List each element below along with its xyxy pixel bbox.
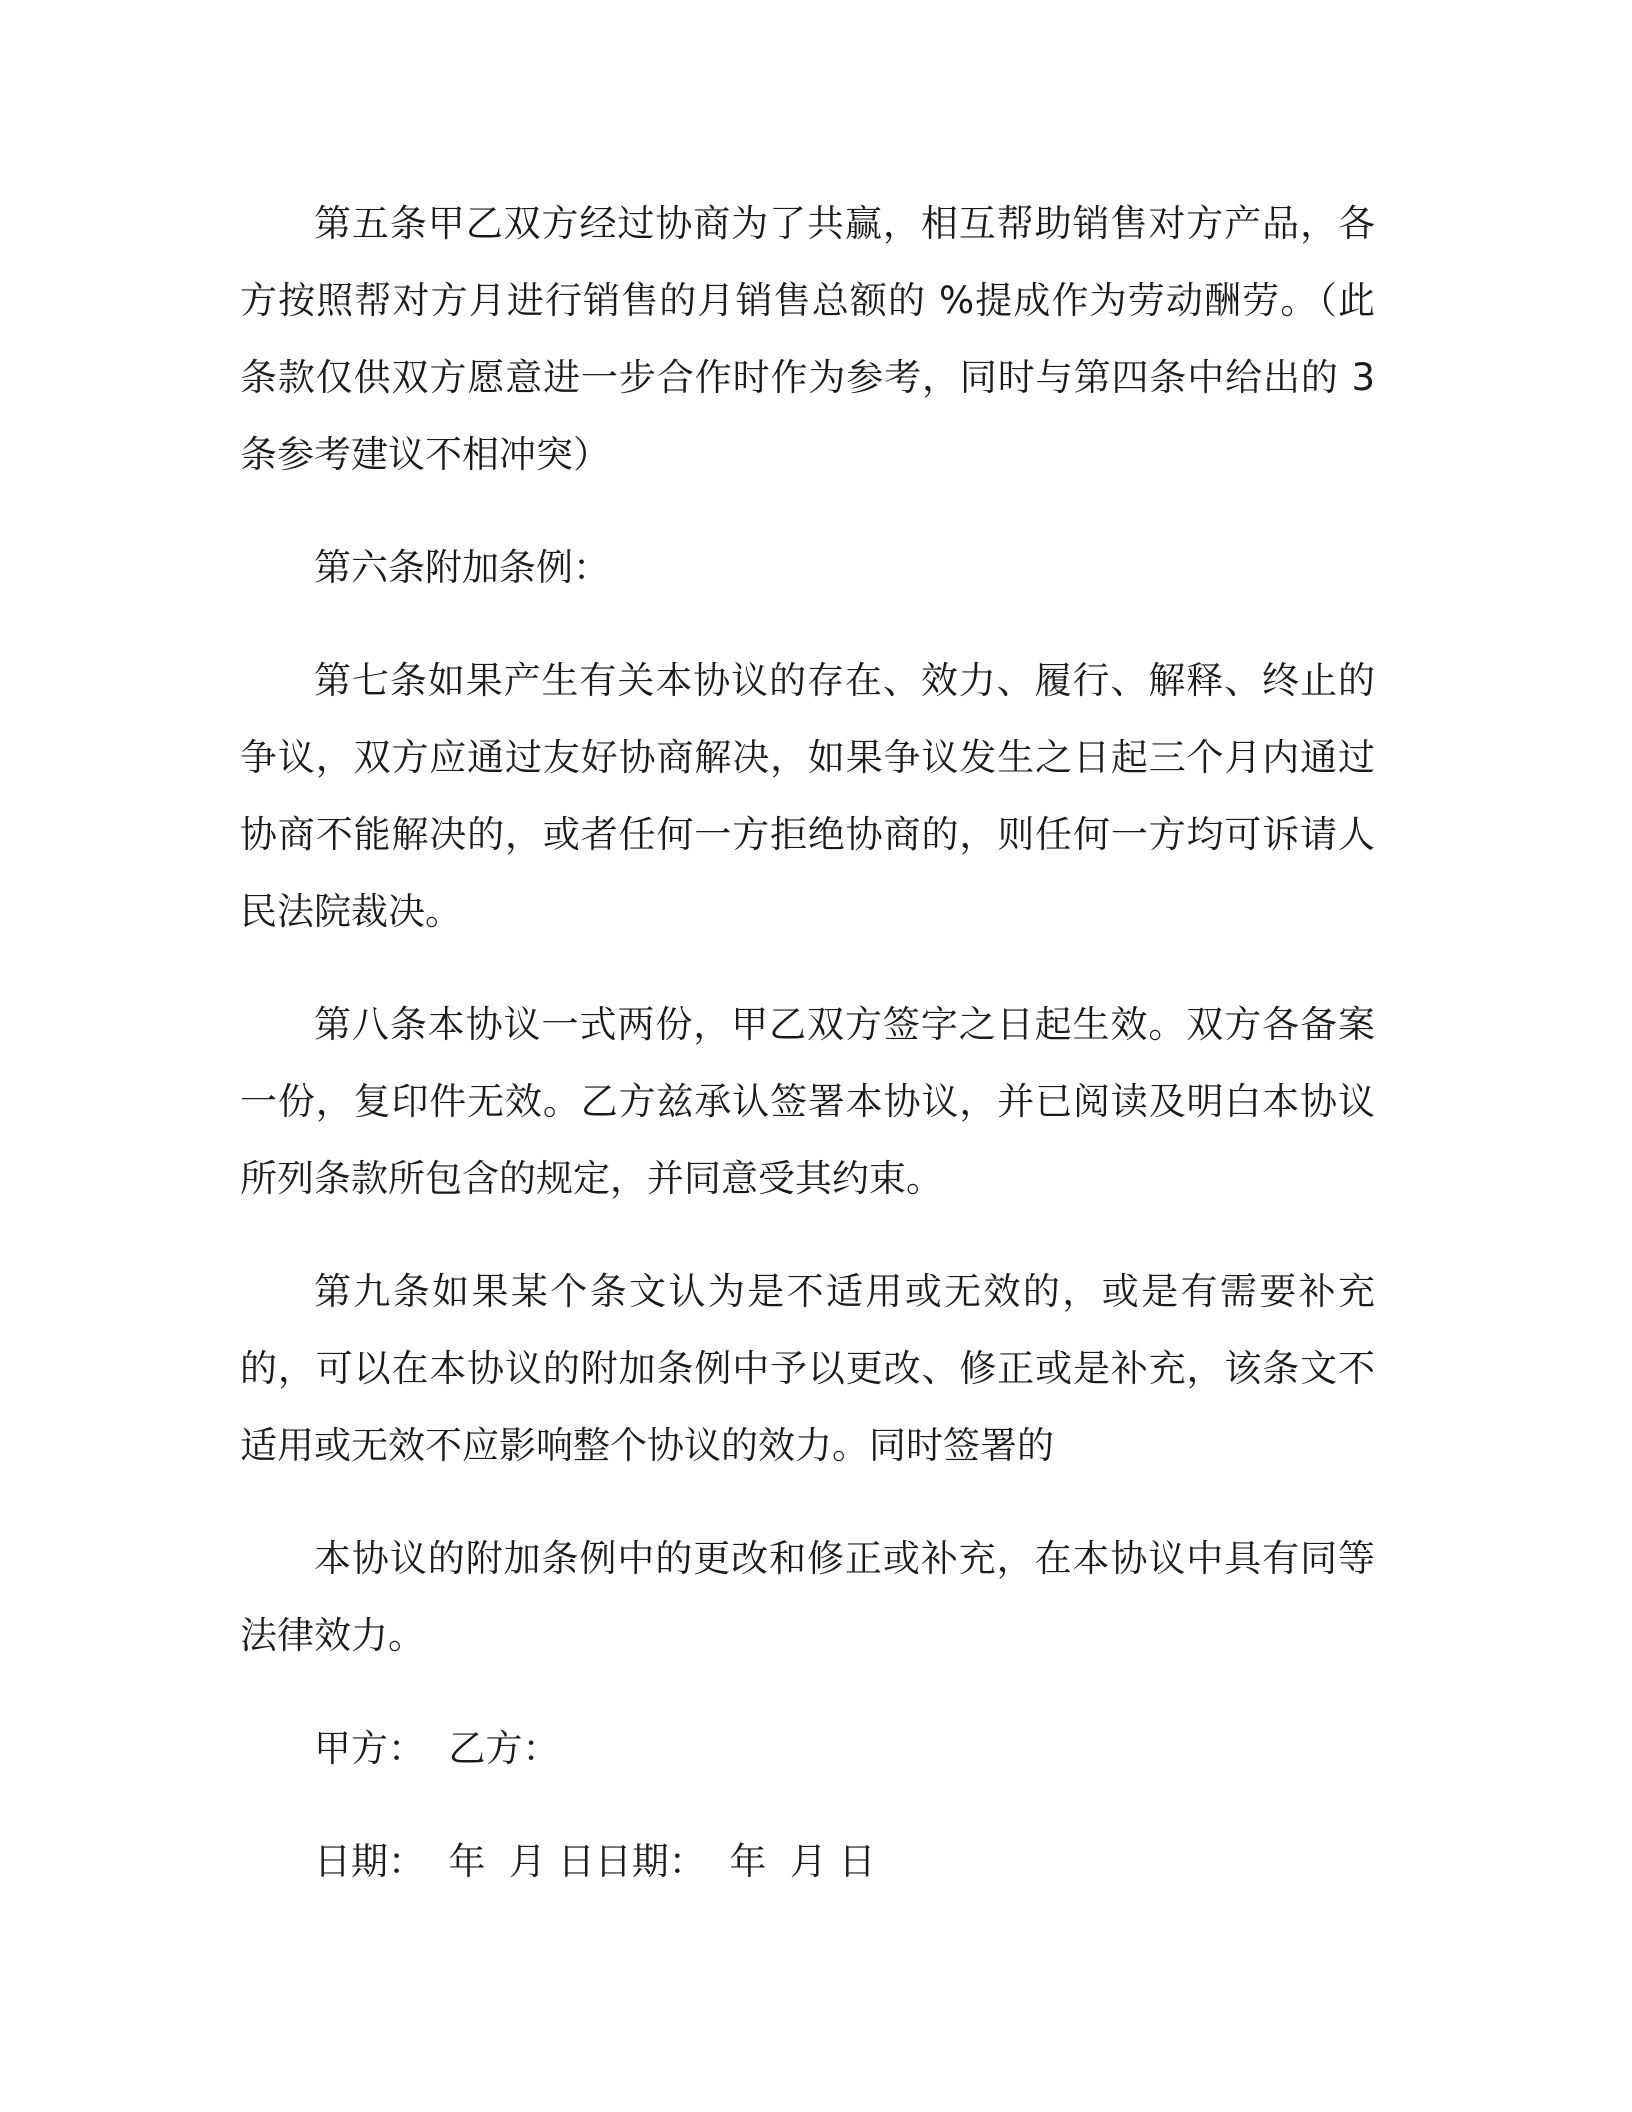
article-9-paragraph: 第九条如果某个条文认为是不适用或无效的，或是有需要补充的，可以在本协议的附加条例中予以更改、修正或是补充，该条文不适用或无效不应影响整个协议的效力。同时签署的	[240, 1270, 1375, 1467]
article-6-paragraph: 第六条附加条例：	[314, 546, 610, 589]
article-7-paragraph: 第七条如果产生有关本协议的存在、效力、履行、解释、终止的争议，双方应通过友好协商解决，如果争议发生之日起三个月内通过协商不能解决的，或者任何一方拒绝协商的，则任何一方均可诉请人民法院裁决。	[240, 659, 1375, 933]
signature-dates-line: 日期： 年 月 日日期： 年 月 日	[314, 1840, 876, 1883]
article-5-paragraph: 第五条甲乙双方经过协商为了共赢，相互帮助销售对方产品，各方按照帮对方月进行销售的月销售总额的 %提成作为劳动酬劳。（此条款仅供双方愿意进一步合作时作为参考，同时与第四条中给出的 3 条参考建议不相冲突）	[240, 202, 1375, 476]
article-8-paragraph: 第八条本协议一式两份，甲乙双方签字之日起生效。双方各备案一份，复印件无效。乙方兹承认签署本协议，并已阅读及明白本协议所列条款所包含的规定，并同意受其约束。	[240, 1003, 1375, 1200]
signature-parties-line: 甲方： 乙方：	[314, 1727, 560, 1770]
addendum-effect-paragraph: 本协议的附加条例中的更改和修正或补充，在本协议中具有同等法律效力。	[240, 1537, 1375, 1657]
document-body	[240, 185, 1375, 1936]
